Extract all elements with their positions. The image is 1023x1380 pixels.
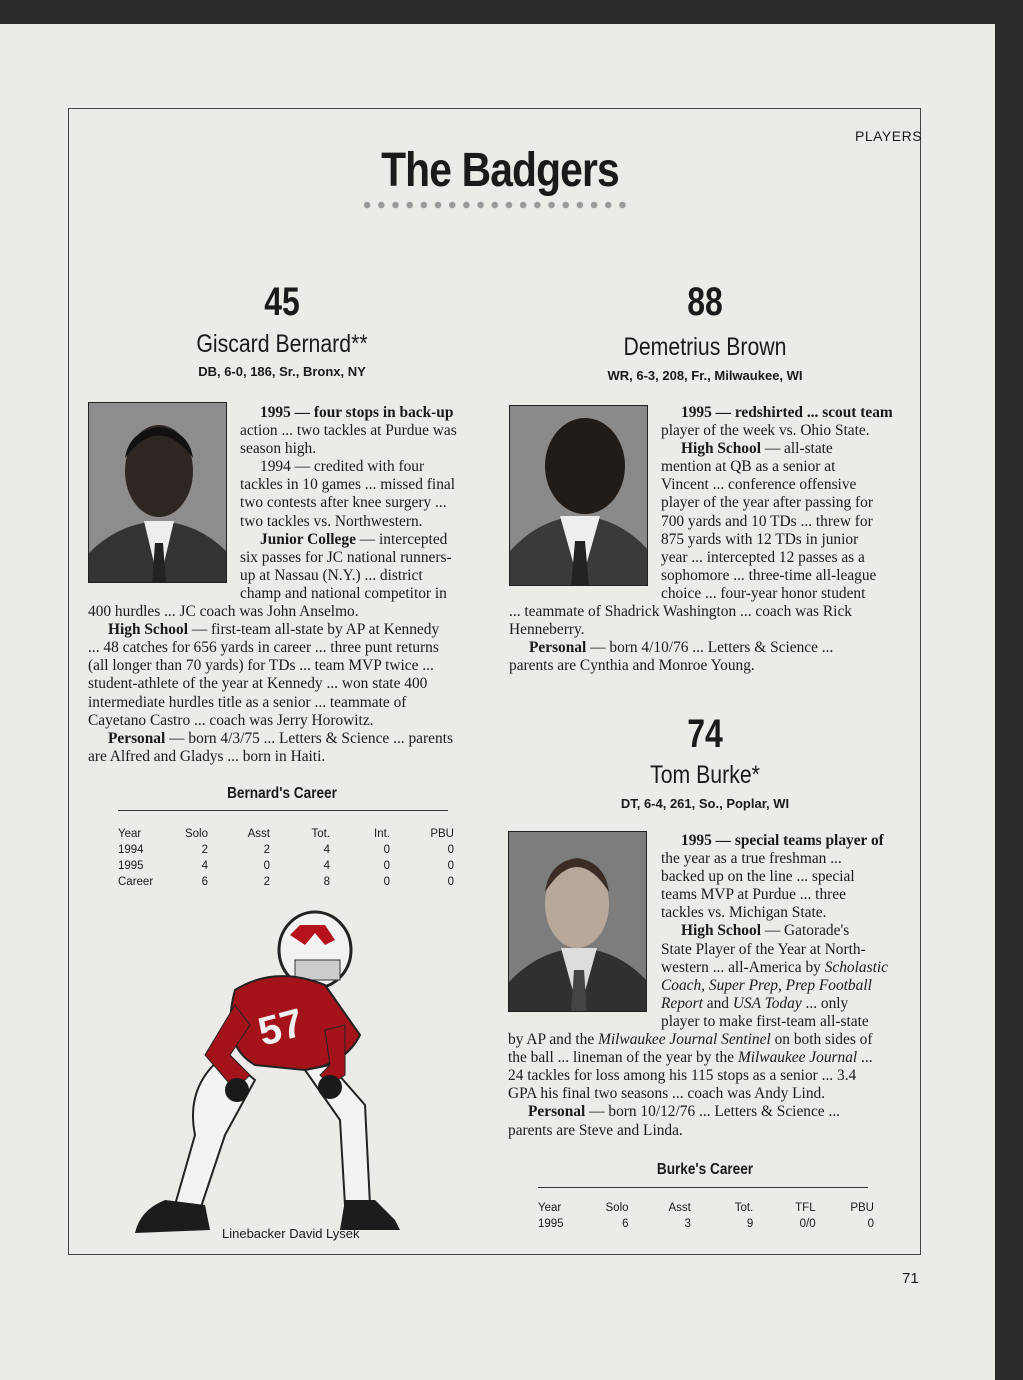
career-stats-table [118,826,454,890]
bio-line: parents are Steve and Linda. [508,1121,683,1139]
bio-line: player to make first-team all-state [661,1012,869,1030]
career-rule [538,1187,868,1188]
table-cell: 4 [201,860,208,872]
bernard-bio [88,404,488,766]
bio-line: player of the year after passing for [661,494,873,512]
section-label: PLAYERS [855,128,923,144]
column-header: TFL [795,1202,816,1214]
bio-label: High School [681,440,761,458]
column-header: Int. [374,828,390,840]
player-info: WR, 6-3, 208, Fr., Milwaukee, WI [607,368,803,383]
player-number: 74 [687,712,723,756]
column-header: Solo [605,1202,629,1214]
career-stats-table [538,1200,874,1232]
burke-bio [508,832,908,1140]
career-title: Bernard's Career [227,785,337,802]
bio-line: — born 10/12/76 ... Letters & Science ... [585,1103,841,1121]
bio-italic: USA Today [732,994,802,1012]
bio-label: Personal [528,1103,586,1121]
bio-line: on both sides of [770,1031,873,1049]
table-cell: 8 [323,876,330,888]
bio-line: — all-state [760,440,833,458]
bio-line: Henneberry. [509,621,585,639]
bio-line: year ... intercepted 12 passes as a [661,548,865,566]
table-header-row [118,826,454,842]
career-rule [118,810,448,811]
bio-line: backed up on the line ... special [661,868,855,886]
table-cell: 1994 [118,844,144,856]
bio-line: two contests after knee surgery ... [240,494,447,512]
bio-line: 1994 — credited with four [260,458,425,476]
bio-line: western ... all-America by [661,958,821,976]
table-cell: 9 [746,1218,754,1230]
title-dots-divider [360,200,630,210]
photo-caption: Linebacker David Lysek [222,1226,360,1241]
bio-line: 1995 — redshirted ... scout team [681,404,893,421]
player-number: 45 [264,280,300,324]
bio-line: — intercepted [355,530,448,548]
column-header: PBU [850,1202,874,1214]
player-name: Giscard Bernard** [196,330,368,358]
table-cell: 0 [447,876,454,888]
bio-italic: Milwaukee Journal [737,1049,858,1067]
bio-line: — first-team all-state by AP at Kennedy [187,621,440,639]
table-cell: 0/0 [799,1218,816,1230]
bio-line: two tackles vs. Northwestern. [240,512,423,530]
bio-line: (all longer than 70 yards) for TDs ... team MVP twice ... [88,657,434,675]
table-cell: 0 [383,876,390,888]
table-row [118,874,454,890]
table-cell: 0 [447,860,454,872]
bio-label: High School [681,922,761,940]
player-name: Demetrius Brown [623,333,787,361]
bio-line: up at Nassau (N.Y.) ... district [240,566,423,584]
table-row [118,842,454,858]
bio-line: action ... two tackles at Purdue was [240,422,457,440]
bio-line: 1995 — special teams player of [681,832,884,849]
column-header: Asst [668,1202,691,1214]
table-cell: 0 [263,860,270,872]
bio-line: intermediate hurdles title as a senior ... teammate of [88,693,407,711]
bio-line: Vincent ... conference offensive [661,476,857,494]
bio-line: six passes for JC national runners- [240,548,452,566]
bio-line: 700 yards and 10 TDs ... threw for [661,512,873,530]
table-cell: 1995 [538,1218,564,1230]
bio-italic: Report [661,994,703,1012]
column-header: PBU [430,828,454,840]
bio-line: the ball ... lineman of the year by the [508,1049,738,1067]
column-header: Solo [184,828,208,840]
bio-line: ... only [801,994,849,1012]
table-cell: Career [118,876,154,888]
bio-line: teams MVP at Purdue ... three [661,886,846,904]
linebacker-figure [125,905,415,1240]
player-info: DT, 6-4, 261, So., Poplar, WI [620,796,790,811]
table-cell: 0 [383,860,390,872]
brown-bio [509,404,909,675]
table-cell: 6 [622,1218,629,1230]
bio-line: champ and national competitor in [240,584,447,602]
table-cell: 1995 [118,860,144,872]
bio-italic: Milwaukee Journal Sentinel [598,1031,771,1049]
page-title: The Badgers [381,144,619,197]
bio-line: and [702,994,733,1012]
bio-line: tackles vs. Michigan State. [661,904,827,922]
page-number: 71 [902,1270,919,1287]
bio-line: parents are Cynthia and Monroe Young. [509,657,755,675]
bio-line: State Player of the Year at North- [661,940,866,958]
bio-line: — Gatorade's [760,922,850,940]
table-row [118,858,454,874]
player-number: 88 [687,280,723,324]
table-cell: 2 [201,844,208,856]
table-cell: 6 [201,876,208,888]
bio-line: by AP and the [508,1031,599,1049]
bio-line: ... 48 catches for 656 yards in career ... three punt returns [88,639,439,657]
table-cell: 4 [323,860,330,872]
table-cell: 0 [447,844,454,856]
bio-label: Personal [529,639,587,657]
bio-italic: Scholastic [824,958,888,976]
table-cell: 2 [263,876,270,888]
bio-label: Personal [108,729,166,747]
column-header: Year [118,828,142,840]
table-cell: 2 [263,844,270,856]
bio-line: GPA his final two seasons ... coach was Andy Lind. [508,1085,826,1103]
bio-line: tackles in 10 games ... missed final [240,476,455,494]
player-name: Tom Burke* [650,761,760,789]
table-cell: 0 [867,1218,874,1230]
bio-line: sophomore ... three-time all-league [661,566,877,584]
bio-line: the year as a true freshman ... [661,850,842,868]
bio-line: 400 hurdles ... JC coach was John Anselmo. [88,603,359,621]
table-cell: 4 [323,844,330,856]
table-header-row [538,1200,874,1216]
column-header: Tot. [311,828,330,840]
bio-line: are Alfred and Gladys ... born in Haiti. [88,747,326,765]
svg-text:57: 57 [253,1000,309,1055]
bio-line: ... teammate of Shadrick Washington ... coach was Rick [509,603,852,621]
column-header: Tot. [734,1202,754,1214]
career-title: Burke's Career [656,1161,754,1178]
bio-line: choice ... four-year honor student [661,584,866,602]
bio-line: — born 4/3/75 ... Letters & Science ... parents [165,729,453,747]
bio-line: ... [857,1049,873,1067]
bio-italic: Coach, Super Prep, Prep Football [661,976,872,994]
action-photo [125,905,415,1240]
bio-line: — born 4/10/76 ... Letters & Science ... [586,639,834,657]
bio-line: season high. [240,440,317,458]
column-header: Year [538,1202,562,1214]
column-header: Asst [247,828,270,840]
bio-line: 875 yards with 12 TDs in junior [661,530,859,548]
bio-label: Junior College [260,530,356,548]
bio-line: mention at QB as a senior at [661,458,836,476]
table-row [538,1216,874,1232]
bio-line: Cayetano Castro ... coach was Jerry Horowitz. [88,711,374,729]
table-cell: 3 [684,1218,691,1230]
player-info: DB, 6-0, 186, Sr., Bronx, NY [198,364,366,379]
table-cell: 0 [383,844,390,856]
bio-label: High School [108,621,188,639]
bio-line: student-athlete of the year at Kennedy ... won state 400 [88,675,428,693]
bio-line: player of the week vs. Ohio State. [661,422,870,440]
bio-line: 24 tackles for loss among his 115 stops as a senior ... 3.4 [508,1067,857,1085]
bio-line: 1995 — four stops in back-up [260,404,454,421]
